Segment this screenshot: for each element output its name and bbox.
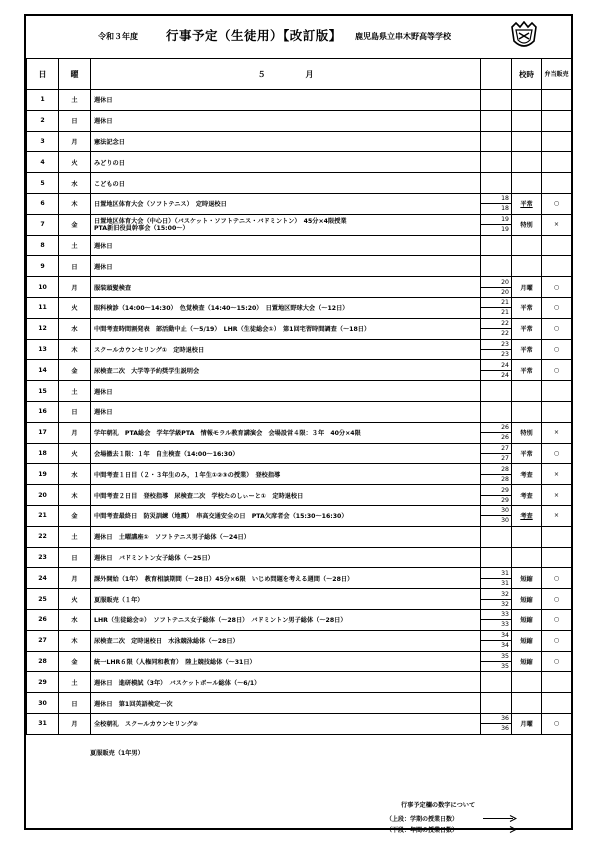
bento-cell: ○ bbox=[542, 713, 572, 734]
table-row bbox=[27, 110, 572, 131]
day-cell: 17 bbox=[27, 422, 59, 443]
table-row bbox=[27, 381, 572, 402]
table-row bbox=[27, 297, 572, 318]
weekday-cell: 木 bbox=[59, 485, 91, 506]
bento-cell bbox=[542, 152, 572, 173]
weekday-cell: 水 bbox=[59, 318, 91, 339]
table-row bbox=[27, 235, 572, 256]
year-day-count: 30 bbox=[501, 517, 509, 525]
hours-cell bbox=[512, 526, 542, 547]
year-day-count: 34 bbox=[501, 642, 509, 650]
event-cell: 中間考査最終日 防災訓練（地震） 串高交通安全の日 PTA欠席者会（15:30～16:30） bbox=[91, 505, 481, 526]
hours-cell bbox=[512, 672, 542, 693]
hours-cell bbox=[512, 90, 542, 111]
day-cell: 19 bbox=[27, 464, 59, 485]
table-row bbox=[27, 131, 572, 152]
bento-cell: ○ bbox=[542, 297, 572, 318]
event-cell: 中間考査時間割発表 部活動中止（～5/19） LHR（生徒総会①） 第1回宅習時間調査（～18日） bbox=[91, 318, 481, 339]
bento-cell bbox=[542, 256, 572, 277]
schedule-sheet bbox=[24, 14, 573, 834]
school-name: 鹿児島県立串木野高等学校 bbox=[355, 32, 451, 41]
day-cell: 14 bbox=[27, 360, 59, 381]
day-count-cell bbox=[481, 110, 512, 131]
hours-cell bbox=[512, 152, 542, 173]
weekday-cell: 木 bbox=[59, 630, 91, 651]
day-cell: 2 bbox=[27, 110, 59, 131]
bento-cell bbox=[542, 672, 572, 693]
year-day-count: 26 bbox=[501, 434, 509, 442]
hours-cell bbox=[512, 547, 542, 568]
day-count-cell bbox=[481, 651, 512, 672]
day-count-cell bbox=[481, 464, 512, 485]
day-count-cell bbox=[481, 256, 512, 277]
table-row bbox=[27, 90, 572, 111]
weekday-cell: 火 bbox=[59, 297, 91, 318]
bento-cell: ○ bbox=[542, 589, 572, 610]
notes-area bbox=[26, 736, 571, 834]
bento-cell: ○ bbox=[542, 339, 572, 360]
table-row bbox=[27, 505, 572, 526]
day-count-cell bbox=[481, 90, 512, 111]
hours-cell: 考査 bbox=[512, 505, 542, 526]
day-count-cell bbox=[481, 193, 512, 214]
table-row bbox=[27, 526, 572, 547]
event-cell: 服装頭髪検査 bbox=[91, 277, 481, 298]
event-cell: 週休日 バドミントン女子総体（～25日） bbox=[91, 547, 481, 568]
weekday-cell: 金 bbox=[59, 651, 91, 672]
table-row bbox=[27, 609, 572, 630]
bento-cell bbox=[542, 131, 572, 152]
day-count-cell bbox=[481, 381, 512, 402]
day-count-cell bbox=[481, 422, 512, 443]
term-day-count: 21 bbox=[481, 298, 511, 308]
day-count-cell bbox=[481, 401, 512, 422]
term-day-count: 26 bbox=[481, 423, 511, 433]
event-line: 日置地区体育大会（中心日）（バスケット・ソフトテニス・バドミントン） 45分×4限授業 bbox=[94, 217, 347, 225]
year-day-count: 28 bbox=[501, 475, 509, 483]
day-count-cell bbox=[481, 131, 512, 152]
legend-lower: （下段：年間の授業日数） bbox=[386, 827, 459, 834]
day-cell: 24 bbox=[27, 568, 59, 589]
event-cell: 中間考査２日目 登校指導 尿検査二次 学校たのしぃーと① 定時退校日 bbox=[91, 485, 481, 506]
event-cell: 課外開始（1年） 教育相談期間（～28日）45分×6限 いじめ問題を考える週間（～28日） bbox=[91, 568, 481, 589]
day-cell: 25 bbox=[27, 589, 59, 610]
event-cell: 眼科検診（14:00～14:30） 色覚検査（14:40～15:20） 日置地区野球大会（～12日） bbox=[91, 297, 481, 318]
bento-cell: ○ bbox=[542, 630, 572, 651]
day-cell: 13 bbox=[27, 339, 59, 360]
term-day-count: 31 bbox=[481, 569, 511, 579]
hours-cell bbox=[512, 173, 542, 194]
table-header-row bbox=[27, 59, 572, 90]
term-day-count: 29 bbox=[481, 486, 511, 496]
day-cell: 5 bbox=[27, 173, 59, 194]
year-day-count: 20 bbox=[501, 288, 509, 296]
day-count-cell bbox=[481, 547, 512, 568]
hours-cell: 考査 bbox=[512, 485, 542, 506]
col-hours-header: 校時 bbox=[512, 59, 542, 90]
event-cell: 週休日 bbox=[91, 381, 481, 402]
day-cell: 27 bbox=[27, 630, 59, 651]
table-row bbox=[27, 630, 572, 651]
weekday-cell: 月 bbox=[59, 422, 91, 443]
weekday-cell: 木 bbox=[59, 339, 91, 360]
weekday-cell: 日 bbox=[59, 693, 91, 714]
arrow-right-icon bbox=[483, 815, 517, 822]
table-row bbox=[27, 214, 572, 235]
day-count-cell bbox=[481, 568, 512, 589]
term-day-count: 19 bbox=[481, 215, 511, 225]
day-count-cell bbox=[481, 505, 512, 526]
day-cell: 23 bbox=[27, 547, 59, 568]
weekday-cell: 土 bbox=[59, 90, 91, 111]
bento-cell bbox=[542, 401, 572, 422]
day-cell: 26 bbox=[27, 609, 59, 630]
weekday-cell: 火 bbox=[59, 443, 91, 464]
day-count-cell bbox=[481, 360, 512, 381]
bento-cell: ○ bbox=[542, 193, 572, 214]
day-count-cell bbox=[481, 672, 512, 693]
bento-cell: × bbox=[542, 422, 572, 443]
bento-cell: ○ bbox=[542, 568, 572, 589]
term-day-count: 33 bbox=[481, 610, 511, 620]
event-cell: 憲法記念日 bbox=[91, 131, 481, 152]
weekday-cell: 土 bbox=[59, 526, 91, 547]
bento-cell: × bbox=[542, 464, 572, 485]
bento-cell bbox=[542, 693, 572, 714]
hours-cell: 月曜 bbox=[512, 277, 542, 298]
legend-title: 行事予定欄の数字について bbox=[401, 802, 476, 809]
bento-cell: ○ bbox=[542, 651, 572, 672]
bento-cell: ○ bbox=[542, 318, 572, 339]
table-row bbox=[27, 547, 572, 568]
table-row bbox=[27, 339, 572, 360]
table-row bbox=[27, 401, 572, 422]
bento-cell: × bbox=[542, 505, 572, 526]
event-cell: 夏服販売（１年） bbox=[91, 589, 481, 610]
day-count-cell bbox=[481, 214, 512, 235]
day-count-cell bbox=[481, 609, 512, 630]
bento-cell bbox=[542, 110, 572, 131]
event-cell: 週休日 bbox=[91, 90, 481, 111]
day-cell: 22 bbox=[27, 526, 59, 547]
term-day-count: 22 bbox=[481, 319, 511, 329]
bento-cell: ○ bbox=[542, 443, 572, 464]
fiscal-year: 令和３年度 bbox=[98, 32, 138, 41]
day-cell: 18 bbox=[27, 443, 59, 464]
day-count-cell bbox=[481, 297, 512, 318]
weekday-cell: 水 bbox=[59, 464, 91, 485]
event-cell: こどもの日 bbox=[91, 173, 481, 194]
year-day-count: 33 bbox=[501, 621, 509, 629]
event-cell: 学年朝礼 PTA総会 学年学級PTA 情報モラル教育講演会 会場設営４限：３年 40分×4限 bbox=[91, 422, 481, 443]
bento-cell: ○ bbox=[542, 609, 572, 630]
event-cell bbox=[91, 214, 481, 235]
year-day-count: 35 bbox=[501, 662, 509, 670]
hours-cell: 特別 bbox=[512, 422, 542, 443]
year-day-count: 29 bbox=[501, 496, 509, 504]
day-cell: 9 bbox=[27, 256, 59, 277]
legend-upper: （上段：学期の授業日数） bbox=[386, 816, 459, 823]
table-row bbox=[27, 693, 572, 714]
event-cell: 中間考査１日目（２・３年生のみ，１年生①②③の授業） 登校指導 bbox=[91, 464, 481, 485]
day-count-cell bbox=[481, 339, 512, 360]
hours-cell: 特別 bbox=[512, 214, 542, 235]
day-count-cell bbox=[481, 630, 512, 651]
year-day-count: 23 bbox=[501, 350, 509, 358]
event-cell: スクールカウンセリング① 定時退校日 bbox=[91, 339, 481, 360]
event-cell: 日置地区体育大会（ソフトテニス） 定時退校日 bbox=[91, 193, 481, 214]
table-row bbox=[27, 568, 572, 589]
weekday-cell: 金 bbox=[59, 505, 91, 526]
bento-cell: × bbox=[542, 485, 572, 506]
year-day-count: 24 bbox=[501, 371, 509, 379]
bento-cell bbox=[542, 90, 572, 111]
event-cell: 週休日 bbox=[91, 256, 481, 277]
table-row bbox=[27, 651, 572, 672]
term-day-count: 32 bbox=[481, 590, 511, 600]
weekday-cell: 水 bbox=[59, 173, 91, 194]
day-cell: 30 bbox=[27, 693, 59, 714]
day-cell: 4 bbox=[27, 152, 59, 173]
event-cell: 会場撤去１限：１年 自主検査（14:00～16:30） bbox=[91, 443, 481, 464]
term-day-count: 35 bbox=[481, 652, 511, 662]
day-count-cell bbox=[481, 277, 512, 298]
day-cell: 31 bbox=[27, 713, 59, 734]
term-day-count: 34 bbox=[481, 631, 511, 641]
weekday-cell: 日 bbox=[59, 110, 91, 131]
event-cell: みどりの日 bbox=[91, 152, 481, 173]
bento-cell bbox=[542, 235, 572, 256]
event-cell: 週休日 進研模試（3年） バスケットボール総体（～6/1） bbox=[91, 672, 481, 693]
hours-cell: 平常 bbox=[512, 318, 542, 339]
hours-cell: 短縮 bbox=[512, 651, 542, 672]
day-count-cell bbox=[481, 235, 512, 256]
event-cell: 尿検査二次 大学等予約奨学生説明会 bbox=[91, 360, 481, 381]
hours-cell: 平常 bbox=[512, 443, 542, 464]
weekday-cell: 火 bbox=[59, 152, 91, 173]
day-cell: 8 bbox=[27, 235, 59, 256]
day-count-cell bbox=[481, 485, 512, 506]
weekday-cell: 日 bbox=[59, 401, 91, 422]
bento-cell bbox=[542, 173, 572, 194]
day-cell: 29 bbox=[27, 672, 59, 693]
col-month-header: ５ 月 bbox=[91, 59, 481, 90]
hours-cell bbox=[512, 110, 542, 131]
hours-cell: 短縮 bbox=[512, 568, 542, 589]
year-day-count: 36 bbox=[501, 725, 509, 733]
year-day-count: 31 bbox=[501, 579, 509, 587]
day-cell: 7 bbox=[27, 214, 59, 235]
col-count-header bbox=[481, 59, 512, 90]
term-day-count: 30 bbox=[481, 506, 511, 516]
weekday-cell: 日 bbox=[59, 256, 91, 277]
bento-cell: ○ bbox=[542, 360, 572, 381]
term-day-count: 18 bbox=[481, 194, 511, 204]
school-emblem-icon bbox=[510, 21, 538, 51]
hours-cell bbox=[512, 131, 542, 152]
day-cell: 11 bbox=[27, 297, 59, 318]
bento-cell bbox=[542, 526, 572, 547]
day-cell: 1 bbox=[27, 90, 59, 111]
hours-cell: 月曜 bbox=[512, 713, 542, 734]
table-row bbox=[27, 193, 572, 214]
weekday-cell: 土 bbox=[59, 235, 91, 256]
day-cell: 28 bbox=[27, 651, 59, 672]
hours-cell bbox=[512, 693, 542, 714]
day-cell: 3 bbox=[27, 131, 59, 152]
day-count-cell bbox=[481, 693, 512, 714]
event-cell: 尿検査二次 定時退校日 水泳競泳総体（～28日） bbox=[91, 630, 481, 651]
table-row bbox=[27, 422, 572, 443]
col-bento-header: 弁当販売 bbox=[542, 59, 572, 90]
table-row bbox=[27, 464, 572, 485]
hours-cell: 短縮 bbox=[512, 589, 542, 610]
term-day-count: 27 bbox=[481, 444, 511, 454]
day-count-cell bbox=[481, 318, 512, 339]
event-line: PTA新旧役員幹事会（15:00～） bbox=[94, 224, 189, 232]
weekday-cell: 土 bbox=[59, 672, 91, 693]
hours-cell: 考査 bbox=[512, 464, 542, 485]
year-day-count: 32 bbox=[501, 600, 509, 608]
col-day-header: 日 bbox=[27, 59, 59, 90]
year-day-count: 21 bbox=[501, 309, 509, 317]
day-count-cell bbox=[481, 443, 512, 464]
weekday-cell: 月 bbox=[59, 713, 91, 734]
arrow-right-icon bbox=[483, 826, 517, 833]
day-cell: 6 bbox=[27, 193, 59, 214]
table-row bbox=[27, 256, 572, 277]
bento-cell bbox=[542, 547, 572, 568]
day-count-cell bbox=[481, 526, 512, 547]
table-row bbox=[27, 672, 572, 693]
table-row bbox=[27, 318, 572, 339]
day-cell: 12 bbox=[27, 318, 59, 339]
bento-cell: ○ bbox=[542, 277, 572, 298]
page-title: 行事予定（生徒用）【改訂版】 bbox=[166, 28, 342, 43]
table-row bbox=[27, 277, 572, 298]
hours-cell: 平常 bbox=[512, 297, 542, 318]
hours-cell: 平常 bbox=[512, 360, 542, 381]
table-row bbox=[27, 713, 572, 734]
term-day-count: 20 bbox=[481, 278, 511, 288]
table-row bbox=[27, 443, 572, 464]
event-cell: LHR（生徒総会②） ソフトテニス女子総体（～28日） バドミントン男子総体（～28日） bbox=[91, 609, 481, 630]
day-count-cell bbox=[481, 589, 512, 610]
table-row bbox=[27, 485, 572, 506]
event-cell: 週休日 bbox=[91, 235, 481, 256]
bento-cell: × bbox=[542, 214, 572, 235]
table-row bbox=[27, 360, 572, 381]
weekday-cell: 木 bbox=[59, 193, 91, 214]
weekday-cell: 火 bbox=[59, 589, 91, 610]
weekday-cell: 金 bbox=[59, 360, 91, 381]
term-day-count: 23 bbox=[481, 340, 511, 350]
term-day-count: 24 bbox=[481, 361, 511, 371]
weekday-cell: 土 bbox=[59, 381, 91, 402]
hours-cell bbox=[512, 401, 542, 422]
day-cell: 16 bbox=[27, 401, 59, 422]
weekday-cell: 月 bbox=[59, 568, 91, 589]
bento-cell bbox=[542, 381, 572, 402]
day-cell: 10 bbox=[27, 277, 59, 298]
term-day-count: 36 bbox=[481, 714, 511, 724]
hours-cell: 平常 bbox=[512, 339, 542, 360]
hours-cell bbox=[512, 256, 542, 277]
event-cell: 週休日 第1回英語検定一次 bbox=[91, 693, 481, 714]
hours-cell: 短縮 bbox=[512, 630, 542, 651]
event-cell: 統一LHR６限（人権同和教育） 陸上競技総体（～31日） bbox=[91, 651, 481, 672]
event-cell: 全校朝礼 スクールカウンセリング② bbox=[91, 713, 481, 734]
year-day-count: 19 bbox=[501, 226, 509, 234]
term-day-count: 28 bbox=[481, 465, 511, 475]
weekday-cell: 水 bbox=[59, 609, 91, 630]
page-header bbox=[26, 16, 571, 59]
weekday-cell: 月 bbox=[59, 277, 91, 298]
event-cell: 週休日 土曜講座① ソフトテニス男子総体（～24日） bbox=[91, 526, 481, 547]
day-count-cell bbox=[481, 173, 512, 194]
table-row bbox=[27, 589, 572, 610]
year-day-count: 22 bbox=[501, 330, 509, 338]
hours-cell bbox=[512, 381, 542, 402]
day-cell: 20 bbox=[27, 485, 59, 506]
weekday-cell: 金 bbox=[59, 214, 91, 235]
day-count-cell bbox=[481, 152, 512, 173]
hours-cell: 短縮 bbox=[512, 609, 542, 630]
col-weekday-header: 曜 bbox=[59, 59, 91, 90]
weekday-cell: 日 bbox=[59, 547, 91, 568]
summer-sale-note: 夏服販売（1年男） bbox=[90, 750, 144, 757]
hours-cell: 平常 bbox=[512, 193, 542, 214]
day-cell: 21 bbox=[27, 505, 59, 526]
day-count-cell bbox=[481, 713, 512, 734]
table-row bbox=[27, 173, 572, 194]
year-day-count: 27 bbox=[501, 454, 509, 462]
event-cell: 週休日 bbox=[91, 110, 481, 131]
hours-cell bbox=[512, 235, 542, 256]
weekday-cell: 月 bbox=[59, 131, 91, 152]
schedule-table bbox=[26, 58, 572, 735]
day-cell: 15 bbox=[27, 381, 59, 402]
table-row bbox=[27, 152, 572, 173]
event-cell: 週休日 bbox=[91, 401, 481, 422]
year-day-count: 18 bbox=[501, 205, 509, 213]
